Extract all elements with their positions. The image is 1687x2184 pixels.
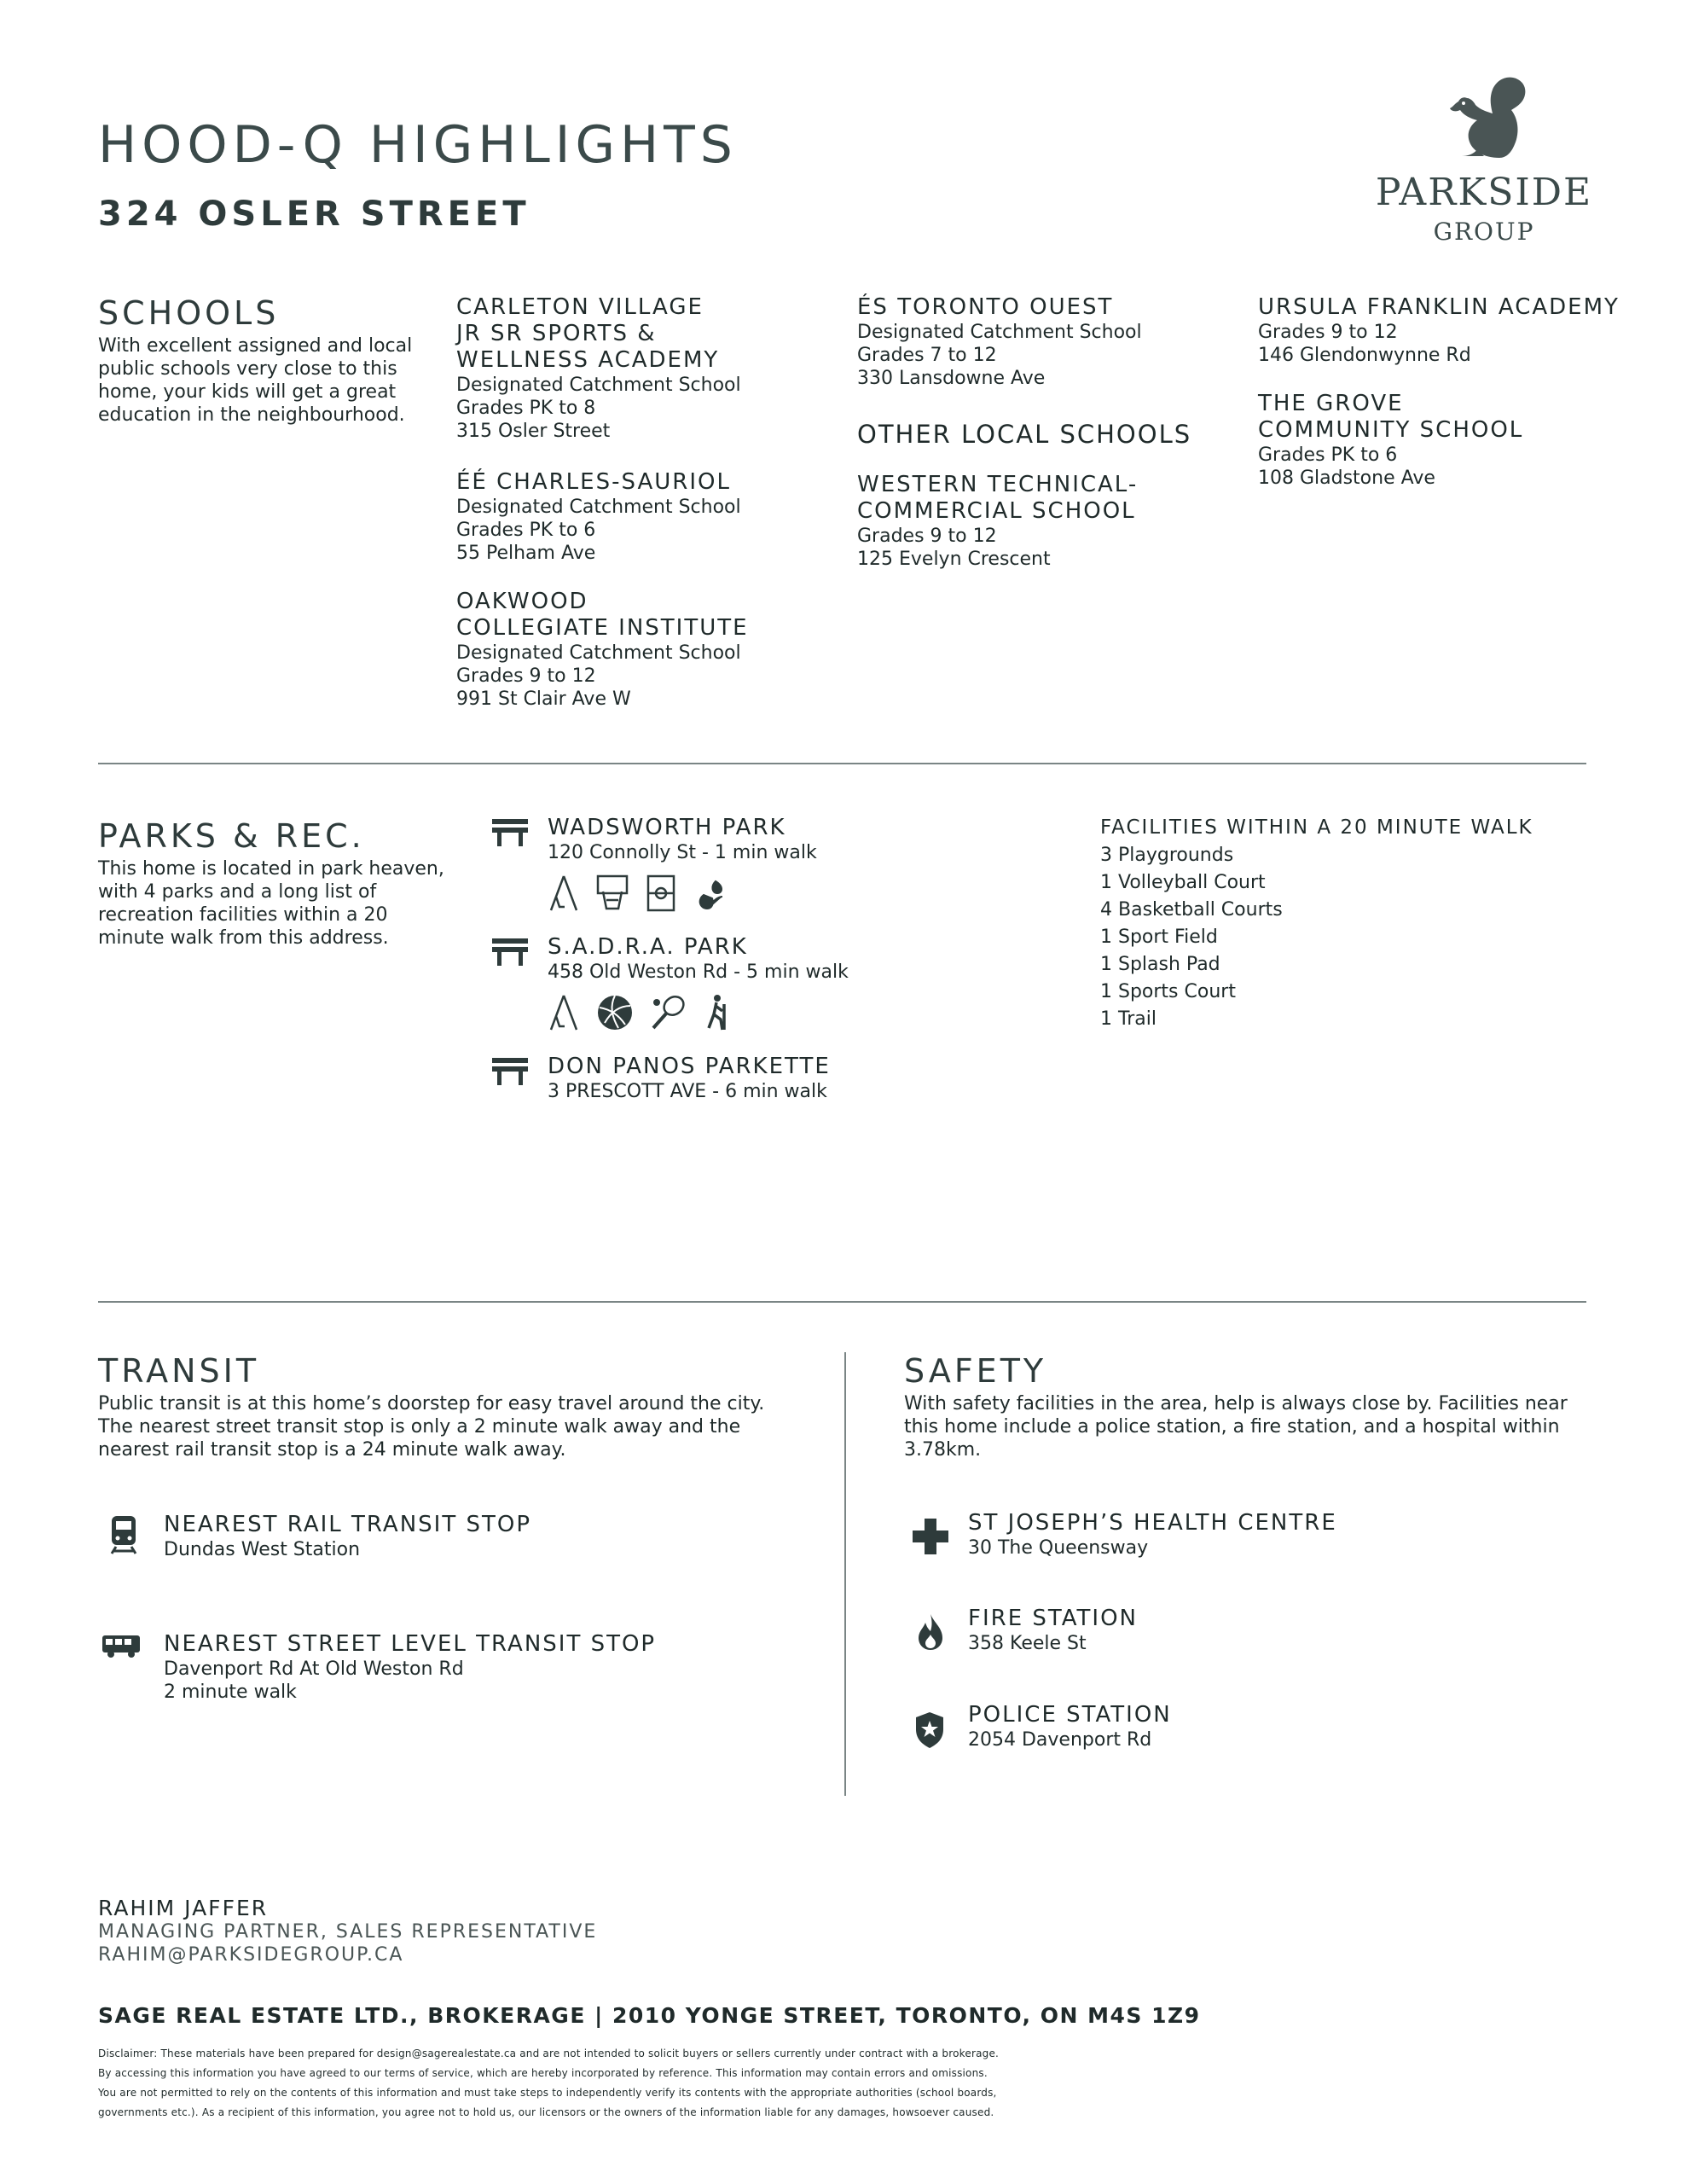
brokerage-line: SAGE REAL ESTATE LTD., BROKERAGE | 2010 YONGE STREET, TORONTO, ON M4S 1Z9 bbox=[98, 2003, 1201, 2028]
basketball-icon bbox=[596, 874, 629, 912]
disclaimer-line: Disclaimer: These materials have been prepared for design@sagerealestate.ca and are not intended to solicit buyers or sellers currently under contract with a brokerage. bbox=[98, 2048, 1000, 2059]
school-address: 146 Glendonwynne Rd bbox=[1258, 345, 1471, 366]
parkside-logo bbox=[1365, 73, 1603, 252]
school-western-technical bbox=[857, 472, 1232, 571]
trail-icon bbox=[704, 994, 729, 1031]
transit-heading: TRANSIT bbox=[98, 1352, 260, 1390]
sport-field-icon bbox=[645, 874, 677, 912]
school-address: 315 Osler Street bbox=[456, 421, 611, 442]
school-address: 991 St Clair Ave W bbox=[456, 688, 631, 710]
school-grades: Grades PK to 6 bbox=[1258, 444, 1398, 466]
park-sadra bbox=[548, 934, 849, 984]
school-ursula-franklin bbox=[1258, 294, 1667, 367]
facility-item: 1 Volleyball Court bbox=[1100, 872, 1266, 893]
school-grades: Grades 7 to 12 bbox=[857, 345, 997, 366]
facility-item: 1 Sport Field bbox=[1100, 926, 1218, 948]
transit-street bbox=[164, 1631, 656, 1704]
facility-item: 1 Sports Court bbox=[1100, 981, 1236, 1002]
agent-contact bbox=[98, 1896, 597, 1966]
school-carleton-village bbox=[456, 294, 823, 443]
transit-rail bbox=[164, 1512, 531, 1561]
police-badge-icon bbox=[914, 1711, 945, 1750]
playground-icon bbox=[548, 874, 580, 912]
playground-icon bbox=[548, 994, 580, 1031]
fire-icon bbox=[917, 1612, 944, 1652]
parks-description: This home is located in park heaven, with 4 parks and a long list of recreation facilities within a 20 minute walk from this address. bbox=[98, 858, 444, 949]
school-name: URSULA FRANKLIN ACADEMY bbox=[1258, 294, 1620, 320]
safety-hospital bbox=[968, 1510, 1337, 1560]
park-bench-icon bbox=[490, 937, 530, 967]
agent-role: MANAGING PARTNER, SALES REPRESENTATIVE bbox=[98, 1921, 598, 1943]
school-grades: Grades 9 to 12 bbox=[1258, 322, 1398, 343]
park-name: S.A.D.R.A. PARK bbox=[548, 934, 748, 960]
medical-cross-icon bbox=[911, 1517, 950, 1556]
transit-walk: 2 minute walk bbox=[164, 1682, 297, 1703]
volleyball-icon bbox=[596, 994, 634, 1031]
facilities-list bbox=[1100, 815, 1533, 1033]
park-bench-icon bbox=[490, 817, 530, 848]
safety-address: 358 Keele St bbox=[968, 1633, 1087, 1654]
facility-item: 1 Trail bbox=[1100, 1008, 1157, 1030]
facility-item: 3 Playgrounds bbox=[1100, 845, 1234, 866]
school-name: THE GROVE bbox=[1258, 391, 1404, 416]
park-detail: 120 Connolly St - 1 min walk bbox=[548, 842, 817, 863]
park-wadsworth bbox=[548, 815, 817, 864]
school-name: CARLETON VILLAGE bbox=[456, 294, 704, 320]
logo-wordmark: PARKSIDE bbox=[1375, 171, 1593, 214]
school-oakwood bbox=[456, 589, 823, 711]
safety-title: FIRE STATION bbox=[968, 1606, 1138, 1631]
school-name: ÉÉ CHARLES-SAURIOL bbox=[456, 469, 731, 495]
train-icon bbox=[109, 1514, 138, 1555]
school-the-grove bbox=[1258, 391, 1667, 490]
school-es-toronto-ouest bbox=[857, 294, 1232, 390]
safety-title: POLICE STATION bbox=[968, 1702, 1172, 1728]
park-name: DON PANOS PARKETTE bbox=[548, 1054, 831, 1079]
park-don-panos bbox=[548, 1054, 831, 1103]
divider bbox=[98, 763, 1586, 764]
school-type: Designated Catchment School bbox=[456, 375, 741, 396]
school-type: Designated Catchment School bbox=[857, 322, 1142, 343]
agent-name: RAHIM JAFFER bbox=[98, 1896, 269, 1920]
school-name: COLLEGIATE INSTITUTE bbox=[456, 615, 749, 641]
other-schools-heading: OTHER LOCAL SCHOOLS bbox=[857, 420, 1192, 449]
school-grades: Grades 9 to 12 bbox=[857, 526, 997, 547]
school-type: Designated Catchment School bbox=[456, 497, 741, 518]
splash-pad-icon bbox=[693, 874, 726, 912]
school-name: ÉS TORONTO OUEST bbox=[857, 294, 1114, 320]
page-title: HOOD-Q HIGHLIGHTS bbox=[98, 115, 738, 175]
tennis-icon bbox=[650, 994, 687, 1031]
school-grades: Grades 9 to 12 bbox=[456, 665, 596, 687]
agent-email[interactable]: RAHIM@PARKSIDEGROUP.CA bbox=[98, 1944, 404, 1966]
school-address: 125 Evelyn Crescent bbox=[857, 549, 1051, 570]
page-subtitle: 324 OSLER STREET bbox=[98, 195, 530, 234]
disclaimer-line: You are not permitted to rely on the contents of this information and must take steps to independently verify its contents with the appropriate authorities (school boards, bbox=[98, 2087, 997, 2099]
park-detail: 3 PRESCOTT AVE - 6 min walk bbox=[548, 1081, 827, 1102]
park-name: WADSWORTH PARK bbox=[548, 815, 786, 840]
safety-title: ST JOSEPH’S HEALTH CENTRE bbox=[968, 1510, 1337, 1536]
logo-group: GROUP bbox=[1433, 218, 1535, 246]
park-detail: 458 Old Weston Rd - 5 min walk bbox=[548, 961, 849, 983]
safety-police bbox=[968, 1702, 1172, 1751]
school-name: COMMUNITY SCHOOL bbox=[1258, 417, 1524, 443]
school-name: OAKWOOD bbox=[456, 589, 588, 614]
safety-address: 30 The Queensway bbox=[968, 1537, 1149, 1559]
safety-fire bbox=[968, 1606, 1138, 1655]
school-name: WESTERN TECHNICAL- bbox=[857, 472, 1139, 497]
school-name: COMMERCIAL SCHOOL bbox=[857, 498, 1136, 524]
school-address: 330 Lansdowne Ave bbox=[857, 368, 1046, 389]
facility-item: 1 Splash Pad bbox=[1100, 954, 1220, 975]
park-facility-icons bbox=[548, 874, 738, 912]
transit-title: NEAREST RAIL TRANSIT STOP bbox=[164, 1512, 531, 1537]
safety-heading: SAFETY bbox=[904, 1352, 1047, 1390]
divider bbox=[98, 1301, 1586, 1303]
school-name: JR SR SPORTS & bbox=[456, 321, 657, 346]
transit-description: Public transit is at this home’s doorstep for easy travel around the city. The nearest street transit stop is only a 2 minute walk away and the nearest rail transit stop is a 24 minute walk away. bbox=[98, 1393, 765, 1461]
disclaimer-line: governments etc.). As a recipient of this information, you agree not to hold us, our licensors or the owners of the information liable for any damages, howsoever caused. bbox=[98, 2106, 994, 2118]
bus-icon bbox=[101, 1634, 142, 1659]
facilities-heading: FACILITIES WITHIN A 20 MINUTE WALK bbox=[1100, 816, 1533, 839]
disclaimer-line: By accessing this information you have agreed to our terms of service, which are hereby incorporated by reference. This information may contain errors and omissions. bbox=[98, 2067, 988, 2079]
squirrel-icon bbox=[1433, 73, 1535, 166]
schools-description: With excellent assigned and local public schools very close to this home, your kids will get a great education in the neighbourhood. bbox=[98, 335, 413, 426]
school-name: WELLNESS ACADEMY bbox=[456, 347, 720, 373]
safety-address: 2054 Davenport Rd bbox=[968, 1729, 1152, 1751]
school-grades: Grades PK to 6 bbox=[456, 520, 596, 541]
disclaimer bbox=[98, 2044, 1599, 2123]
transit-title: NEAREST STREET LEVEL TRANSIT STOP bbox=[164, 1631, 657, 1657]
school-address: 108 Gladstone Ave bbox=[1258, 468, 1435, 489]
parks-heading: PARKS & REC. bbox=[98, 817, 365, 855]
park-bench-icon bbox=[490, 1056, 530, 1087]
school-grades: Grades PK to 8 bbox=[456, 398, 596, 419]
facility-item: 4 Basketball Courts bbox=[1100, 899, 1283, 921]
transit-stop: Davenport Rd At Old Weston Rd bbox=[164, 1658, 464, 1680]
transit-station: Dundas West Station bbox=[164, 1539, 361, 1560]
school-charles-sauriol bbox=[456, 469, 823, 565]
school-address: 55 Pelham Ave bbox=[456, 543, 596, 564]
column-divider bbox=[844, 1352, 846, 1796]
school-type: Designated Catchment School bbox=[456, 642, 741, 664]
park-facility-icons bbox=[548, 994, 741, 1031]
schools-heading: SCHOOLS bbox=[98, 294, 280, 332]
safety-description: With safety facilities in the area, help is always close by. Facilities near this home include a police station, a fire station, and a hospital within 3.78km. bbox=[904, 1393, 1568, 1461]
